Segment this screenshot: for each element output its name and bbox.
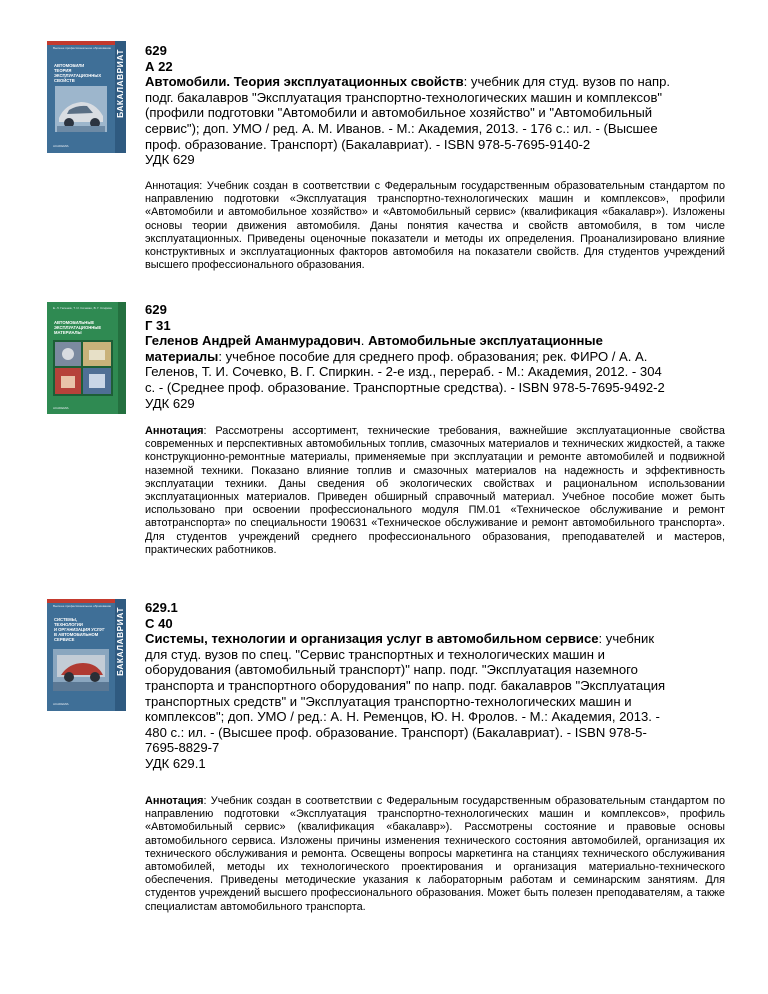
annotation — [145, 795, 725, 914]
record-line: Автомобили. Теория эксплуатационных свойств: учебник для студ. вузов по напр. — [145, 74, 671, 90]
book-title-cont: материалы — [145, 348, 219, 364]
book-title: Автомобили. Теория эксплуатационных свойств — [145, 74, 464, 90]
annotation — [145, 425, 725, 557]
book-cover — [47, 41, 126, 153]
record-line: оборудования (автомобильный транспорт)" напр. подг. "Эксплуатация наземного — [145, 662, 638, 678]
cover-imprint: ACADEMIA — [53, 144, 69, 148]
cover-publisher-line: Высшее профессиональное образование — [53, 46, 112, 50]
bbk-code: 629 — [145, 302, 167, 317]
author-mark: Г 31 — [145, 317, 171, 333]
cover-title: АВТОМОБИЛЬНЫЕ ЭКСПЛУАТАЦИОННЫЕ МАТЕРИАЛЫ — [54, 320, 102, 335]
record-line: комплексов"; доп. УМО / ред.: А. Н. Ременцов, Ю. Н. Фролов. - М.: Академия, 2013. - — [145, 709, 660, 725]
annotation-text: : Рассмотрены ассортимент, технические требования, важнейшие эксплуатационные свойства современных и перспективных автомобильных топлив, смазочных материалов и технических жидкостей, а также конструкционно-ремонтные материалы, применяемые при эксплуатации и ремонте автомобилей и подвижной наземной техники. Показано влияние топлив и смазочных материалов на надежность и эффективность эксплуатации техники. Даны сведения об экологических свойствах и рациональном использовании эксплуатационных материалов. Приведен обширный справочный материал. Учебное пособие может быть использовано при освоении профессионального модуля ПМ.01 «Техническое обслуживание и ремонт автотранспорта» по специальности 190631 «Техническое обслуживание и ремонт автомобильного транспорта». Для студентов учреждений среднего профессионального образования, преподавателей и мастеров, практических работников. — [145, 425, 725, 556]
udk-code: УДК 629 — [145, 395, 195, 411]
cover-publisher-line: Е. Л. Геленов, Т. И. Сочевко, В. Г. Спиркин — [53, 306, 112, 310]
author-mark: А 22 — [145, 58, 173, 74]
annotation-text: : Учебник создан в соответствии с Федеральным государственным образовательным стандартом по направлению подготовки «Эксплуатация транспортно-технологических машин и комплексов», профиль «Автомобильный сервис» (квалификация «бакалавр»). Рассмотрены состояние и правовые основы автомобильного сервиса. Изложены причины изменения технического состояния автомобилей, организация их технического обслуживания и ремонта. Освещены вопросы маркетинга на станциях технического обслуживания автомобилей, методы их технологического проектирования и организация материально-технического обеспечения. Приведены методические указания к лабораторным работам и семинарским занятиям. Для студентов учреждений высшего профессионального образования. Может быть полезен преподавателям, а также специалистам автомобильного транспорта. — [145, 795, 725, 913]
record-line: с. - (Среднее проф. образование. Транспортные средства). - ISBN 978-5-7695-9492-2 — [145, 379, 665, 395]
record-line: транспортных средств" и "Эксплуатация транспортно-технологических машин и — [145, 693, 632, 709]
book-title: Системы, технологии и организация услуг в автомобильном сервисе — [145, 631, 599, 647]
cover-workshop-illustration — [53, 649, 109, 691]
record-line: 480 с.: ил. - (Высшее проф. образование. Транспорт) (Бакалавриат). - ISBN 978-5- — [145, 724, 647, 740]
udk-code: УДК 629.1 — [145, 755, 206, 771]
cover-title: АВТОМОБИЛИ ТЕОРИЯ ЭКСПЛУАТАЦИОННЫХ СВОЙСТВ — [54, 63, 102, 83]
cover-title: СИСТЕМЫ, ТЕХНОЛОГИИ И ОРГАНИЗАЦИЯ УСЛУГ В АВТОМОБИЛЬНОМ СЕРВИСЕ — [54, 617, 105, 642]
record-line: Геленов, Т. И. Сочевко, В. Г. Спиркин. - 2-е изд., перераб. - М.: Академия, 2012. - 304 — [145, 364, 662, 380]
book-cover — [47, 302, 126, 414]
bbk-code: 629 — [145, 43, 167, 58]
record-line: материалы: учебное пособие для среднего проф. образования; рек. ФИРО / А. А. — [145, 348, 648, 364]
bibliographic-record — [145, 302, 725, 411]
record-line: 7695-8829-7 — [145, 740, 220, 756]
cover-spine-band: БАКАЛАВРИАТ — [115, 41, 126, 153]
annotation — [145, 180, 725, 272]
udk-code: УДК 629 — [145, 152, 195, 168]
cover-car-illustration — [55, 86, 107, 132]
annotation-label: Аннотация — [145, 425, 204, 437]
record-line: проф. образование. Транспорт) (Бакалавриат). - ISBN 978-5-7695-9140-2 — [145, 136, 591, 152]
bibliographic-record — [145, 43, 725, 168]
annotation-text: Учебник создан в соответствии с Федеральным государственным образовательным стандартом по направлению подготовки «Эксплуатация транспортно-технологических машин и комплексов», профили «Автомобили и автомобильное хозяйство» и «Автомобильный сервис» (квалификация «бакалавр»). Изложены основы теории движения автомобиля. Даны понятия качества и свойств автомобиля, в том числе эксплуатационных. Приведены оценочные показатели и методы их определения. Проанализировано влияние конструктивных и эксплуатационных факторов автомобиля на показатели свойств. Для студентов учреждений высшего профессионального образования. — [145, 180, 725, 272]
cover-photo-collage — [53, 340, 113, 396]
record-line: подг. бакалавров "Эксплуатация транспортно-технологических машин и комплексов" — [145, 89, 663, 105]
cover-imprint: ACADEMIA — [53, 702, 69, 706]
cover-imprint: ACADEMIA — [53, 406, 69, 410]
record-line: (профили подготовки "Автомобили и автомобильное хозяйство" и "Автомобильный — [145, 105, 653, 121]
book-title: Автомобильные эксплуатационные — [368, 333, 603, 349]
annotation-label: Аннотация: — [145, 180, 203, 192]
annotation-label: Аннотация — [145, 795, 204, 807]
record-line: Геленов Андрей Аманмурадович. Автомобильные эксплуатационные — [145, 333, 603, 349]
cover-spine-band: БАКАЛАВРИАТ — [115, 599, 126, 711]
cover-publisher-line: Высшее профессиональное образование — [53, 604, 112, 608]
record-line: для студ. вузов по спец. "Сервис транспортных и технологических машин и — [145, 646, 605, 662]
record-line: сервис"); доп. УМО / ред. А. М. Иванов. - М.: Академия, 2013. - 176 с.: ил. - (Высшее — [145, 120, 658, 136]
cover-spine-band — [118, 302, 126, 414]
bibliographic-record — [145, 600, 725, 772]
record-line: транспорта и транспортного оборудования" по напр. подг. бакалавров "Эксплуатация — [145, 677, 666, 693]
book-author: Геленов Андрей Аманмурадович — [145, 333, 361, 349]
book-cover — [47, 599, 126, 711]
record-line: Системы, технологии и организация услуг в автомобильном сервисе: учебник — [145, 631, 655, 647]
author-mark: С 40 — [145, 615, 173, 631]
bbk-code: 629.1 — [145, 600, 178, 615]
